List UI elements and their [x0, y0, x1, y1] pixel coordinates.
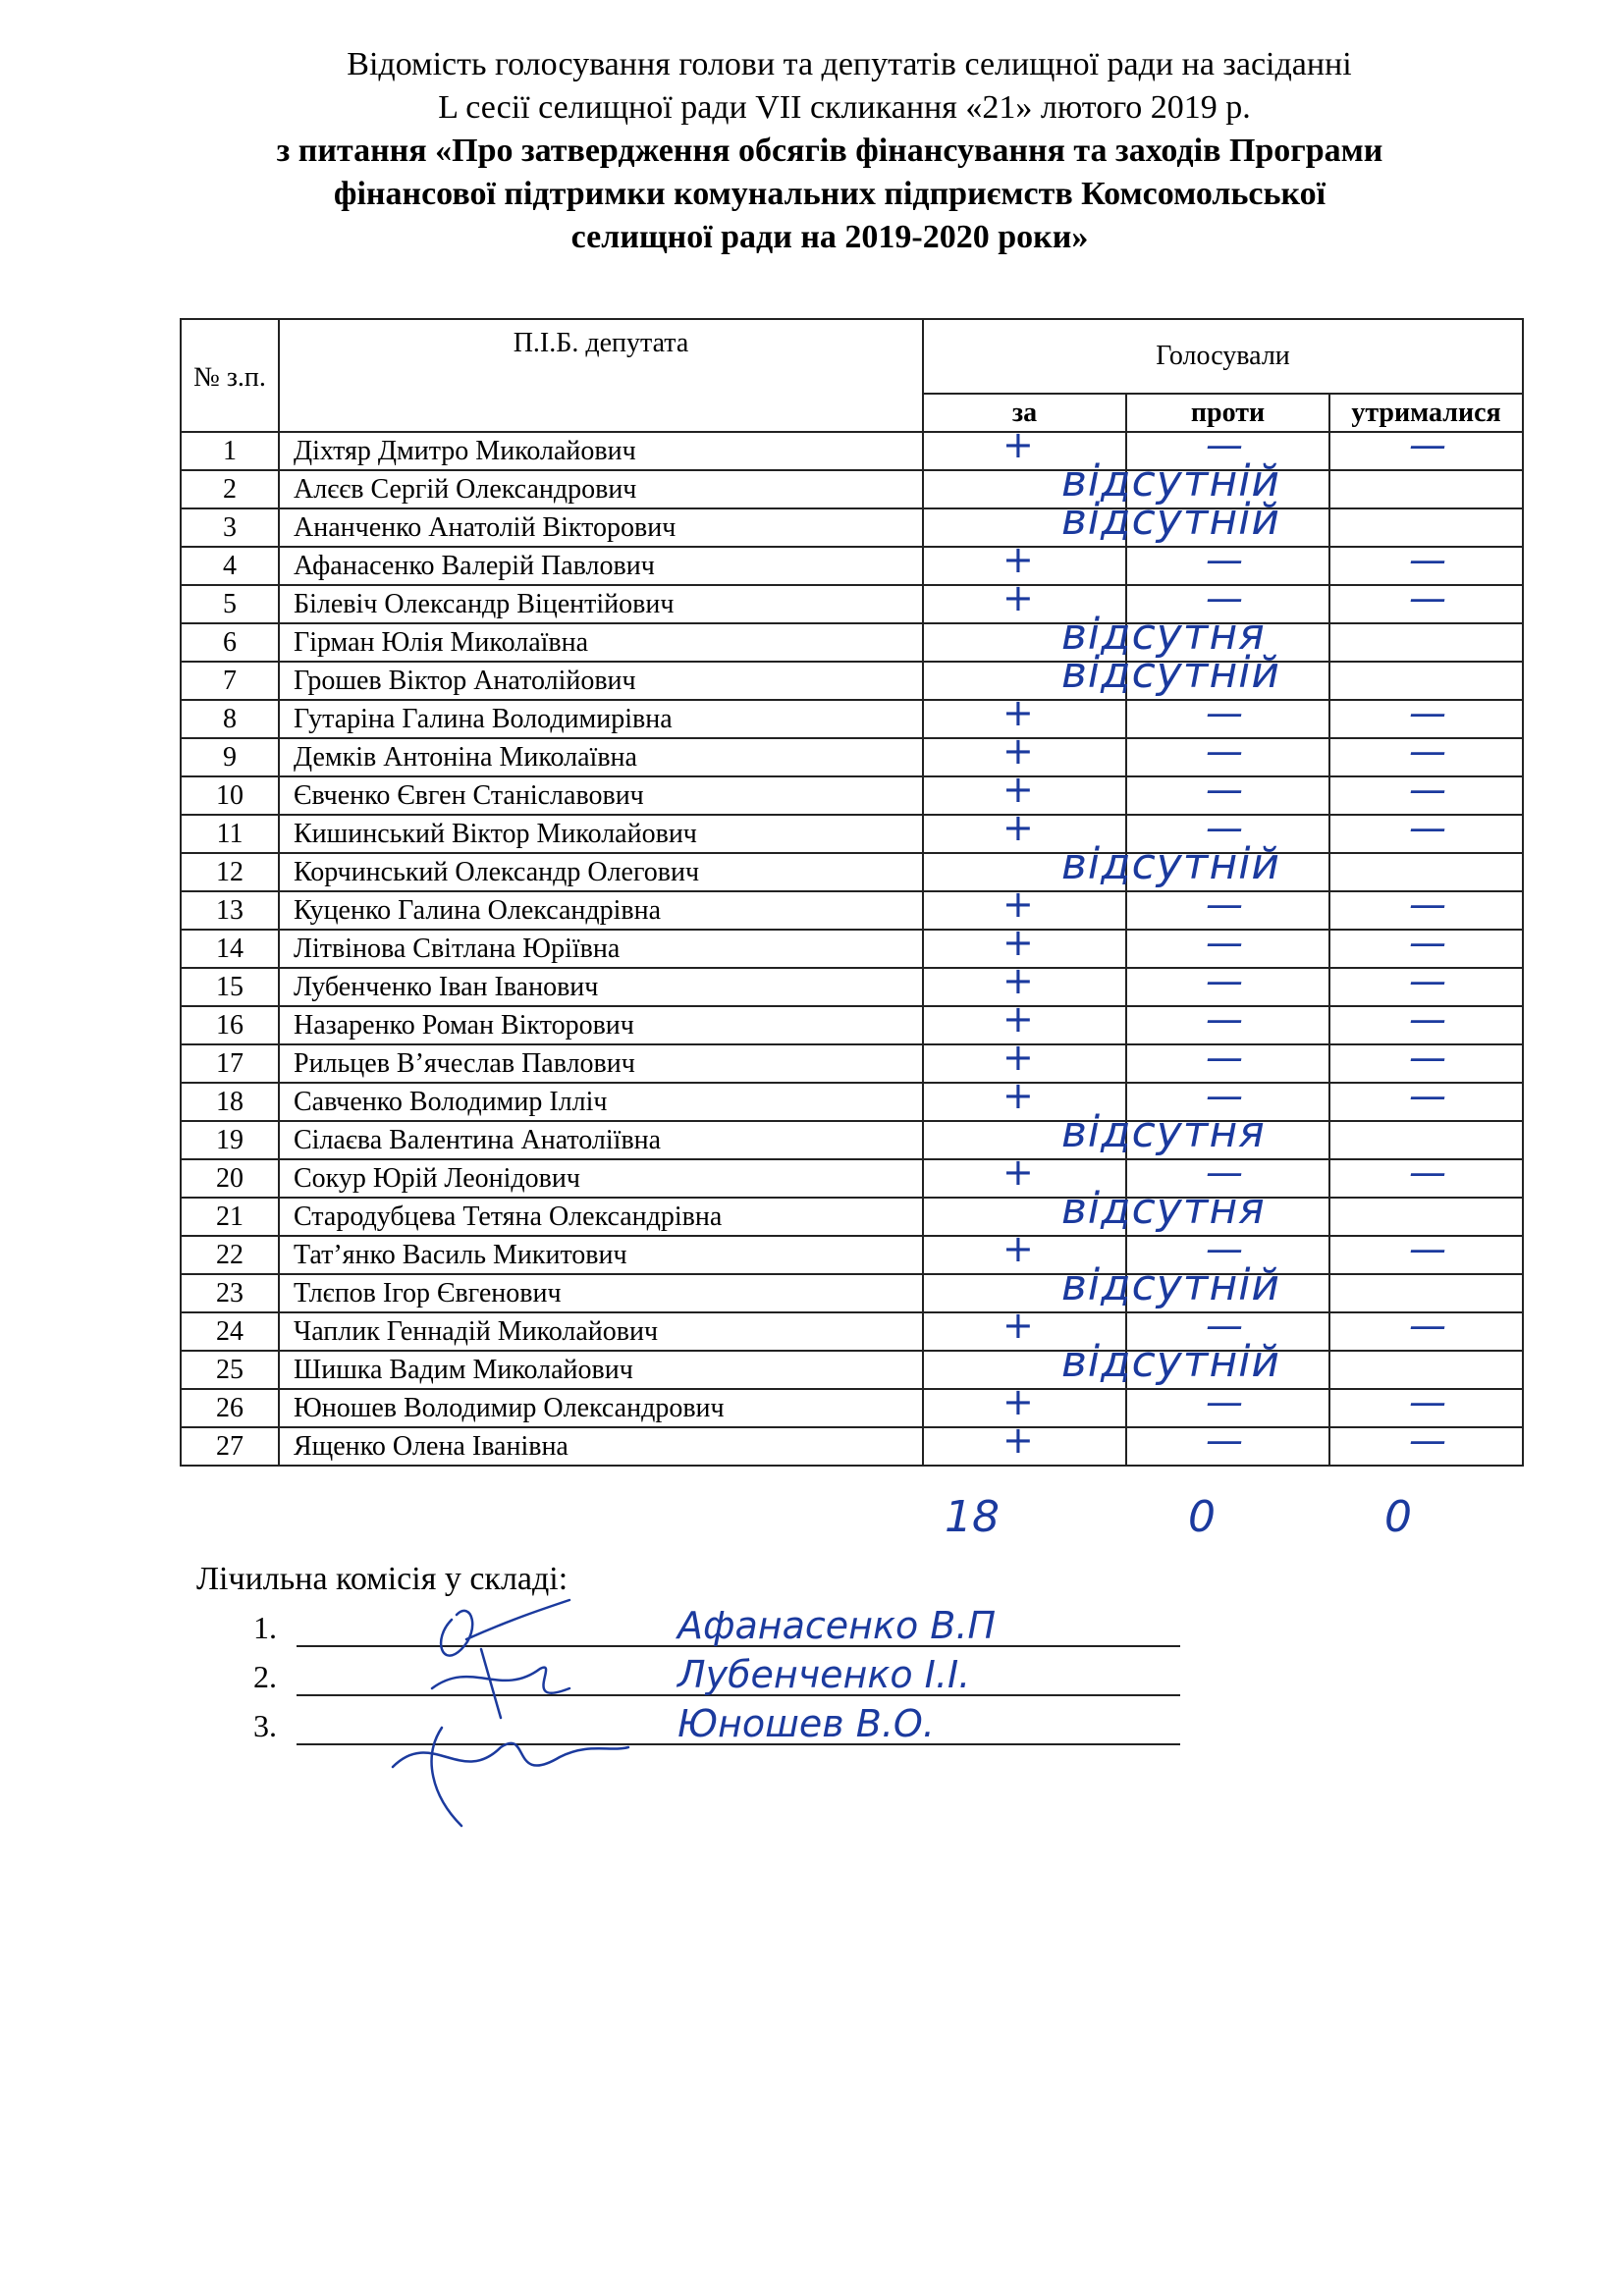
handwritten-za-mark: + — [1002, 1380, 1034, 1423]
voting-table — [180, 318, 1524, 1467]
handwritten-utr-mark: — — [1409, 768, 1446, 811]
table-row — [181, 1121, 1523, 1159]
table-row — [181, 1159, 1523, 1198]
table-row — [181, 1006, 1523, 1044]
deputy-name: Сокур Юрій Леонідович — [279, 1159, 923, 1198]
handwritten-proty-mark: — — [1206, 1227, 1243, 1270]
vote-za — [923, 1304, 1126, 1351]
handwritten-utr-mark: — — [1409, 1418, 1446, 1462]
absent-mark: відсутня — [1061, 1107, 1266, 1157]
handwritten-utr-mark: — — [1409, 1036, 1446, 1079]
handwritten-za-mark: + — [1002, 576, 1034, 619]
row-number: 22 — [181, 1236, 279, 1274]
row-number: 21 — [181, 1198, 279, 1236]
deputy-name: Назаренко Роман Вікторович — [279, 1006, 923, 1044]
member-name: Юношев В.О. — [677, 1702, 935, 1745]
deputy-name: Корчинський Олександр Олегович — [279, 853, 923, 891]
vote-proty — [1126, 623, 1329, 662]
deputy-name: Лубенченко Іван Іванович — [279, 968, 923, 1006]
row-number: 1 — [181, 432, 279, 470]
handwritten-utr-mark: — — [1409, 959, 1446, 1002]
row-number: 5 — [181, 585, 279, 623]
deputy-name: Алєєв Сергій Олександрович — [279, 470, 923, 508]
absent-mark: відсутній — [1061, 456, 1281, 507]
vote-za — [923, 576, 1126, 623]
handwritten-proty-mark: — — [1206, 921, 1243, 964]
deputy-name: Тат’янко Василь Микитович — [279, 1236, 923, 1274]
handwritten-za-mark: + — [1002, 806, 1034, 849]
absent-mark: відсутня — [1061, 1184, 1266, 1234]
vote-totals — [0, 1492, 1624, 1551]
handwritten-proty-mark: — — [1206, 1304, 1243, 1347]
table-row — [181, 508, 1523, 547]
commission-title: Лічильна комісія у складі: — [196, 1561, 568, 1597]
row-number: 23 — [181, 1274, 279, 1312]
member-number: 1. — [253, 1610, 277, 1645]
deputy-name: Євченко Євген Станіславович — [279, 776, 923, 815]
row-number: 8 — [181, 700, 279, 738]
handwritten-za-mark: + — [1002, 538, 1034, 581]
handwritten-utr-mark: — — [1409, 538, 1446, 581]
deputy-name: Афанасенко Валерій Павлович — [279, 547, 923, 585]
row-number: 17 — [181, 1044, 279, 1083]
vote-za — [923, 1227, 1126, 1274]
deputy-name: Сілаєва Валентина Анатоліївна — [279, 1121, 923, 1159]
table-row — [181, 968, 1523, 1006]
deputy-name: Рильцев В’ячеслав Павлович — [279, 1044, 923, 1083]
row-number: 27 — [181, 1427, 279, 1466]
row-number: 11 — [181, 815, 279, 853]
handwritten-za-mark: + — [1002, 729, 1034, 773]
heading-line-1: Відомість голосування голови та депутатів селищної ради на засіданні — [347, 46, 1352, 82]
row-number: 10 — [181, 776, 279, 815]
vote-proty — [1126, 576, 1329, 623]
row-number: 4 — [181, 547, 279, 585]
row-number: 12 — [181, 853, 279, 891]
handwritten-za-mark: + — [1002, 1418, 1034, 1462]
handwritten-proty-mark: — — [1206, 997, 1243, 1041]
row-number: 7 — [181, 662, 279, 700]
handwritten-utr-mark: — — [1409, 423, 1446, 466]
deputy-name: Шишка Вадим Миколайович — [279, 1351, 923, 1389]
table-row — [181, 1389, 1523, 1427]
vote-proty — [1126, 423, 1329, 470]
vote-utr — [1329, 470, 1523, 508]
table-row — [181, 1312, 1523, 1351]
header-voted: Голосували — [923, 319, 1523, 394]
row-number: 2 — [181, 470, 279, 508]
absent-mark: відсутній — [1061, 648, 1281, 698]
document-heading — [177, 43, 1483, 259]
table-row — [181, 432, 1523, 470]
table-row — [181, 815, 1523, 853]
heading-line-5: селищної ради на 2019-2020 роки» — [570, 219, 1089, 255]
header-number: № з.п. — [181, 319, 279, 432]
handwritten-proty-mark: — — [1206, 1036, 1243, 1079]
handwritten-utr-mark: — — [1409, 1150, 1446, 1194]
deputy-name: Ананченко Анатолій Вікторович — [279, 508, 923, 547]
heading-line-4: фінансової підтримки комунальних підприємств Комсомольської — [333, 176, 1326, 212]
deputy-name: Літвінова Світлана Юріївна — [279, 930, 923, 968]
vote-proty — [1126, 806, 1329, 853]
row-number: 3 — [181, 508, 279, 547]
vote-za — [923, 1074, 1126, 1121]
table-row — [181, 1274, 1523, 1312]
vote-za — [923, 456, 1281, 508]
vote-za — [923, 1150, 1126, 1198]
absent-mark: відсутня — [1061, 610, 1266, 660]
handwritten-utr-mark: — — [1409, 729, 1446, 773]
total-proty: 0 — [1188, 1492, 1216, 1542]
deputy-name: Савченко Володимир Ілліч — [279, 1083, 923, 1121]
table-row — [181, 1427, 1523, 1466]
vote-utr — [1329, 1074, 1523, 1121]
handwritten-proty-mark: — — [1206, 768, 1243, 811]
vote-utr — [1329, 1227, 1523, 1274]
handwritten-za-mark: + — [1002, 768, 1034, 811]
row-number: 16 — [181, 1006, 279, 1044]
vote-proty — [1126, 1418, 1329, 1466]
handwritten-za-mark: + — [1002, 1304, 1034, 1347]
header-za: за — [923, 394, 1126, 432]
header-proty: проти — [1126, 394, 1329, 432]
vote-utr — [1329, 806, 1523, 853]
deputy-name: Юношев Володимир Олександрович — [279, 1389, 923, 1427]
deputy-name: Чаплик Геннадій Миколайович — [279, 1312, 923, 1351]
deputy-name: Діхтяр Дмитро Миколайович — [279, 432, 923, 470]
handwritten-proty-mark: — — [1206, 729, 1243, 773]
row-number: 26 — [181, 1389, 279, 1427]
table-row — [181, 1351, 1523, 1389]
vote-utr — [1329, 1304, 1523, 1351]
handwritten-za-mark: + — [1002, 423, 1034, 466]
deputy-name: Гутаріна Галина Володимирівна — [279, 700, 923, 738]
table-row — [181, 891, 1523, 930]
handwritten-utr-mark: — — [1409, 1304, 1446, 1347]
handwritten-proty-mark: — — [1206, 1418, 1243, 1462]
handwritten-utr-mark: — — [1409, 1380, 1446, 1423]
handwritten-proty-mark: — — [1206, 1150, 1243, 1194]
row-number: 15 — [181, 968, 279, 1006]
table-row — [181, 470, 1523, 508]
handwritten-za-mark: + — [1002, 882, 1034, 926]
handwritten-za-mark: + — [1002, 997, 1034, 1041]
vote-utr — [1329, 623, 1523, 662]
vote-proty — [1126, 470, 1329, 508]
handwritten-proty-mark: — — [1206, 538, 1243, 581]
table-row — [181, 547, 1523, 585]
table-row — [181, 1083, 1523, 1121]
vote-proty — [1126, 1074, 1329, 1121]
handwritten-utr-mark: — — [1409, 1074, 1446, 1117]
handwritten-proty-mark: — — [1206, 576, 1243, 619]
table-row — [181, 623, 1523, 662]
row-number: 20 — [181, 1159, 279, 1198]
handwritten-utr-mark: — — [1409, 882, 1446, 926]
row-number: 19 — [181, 1121, 279, 1159]
handwritten-utr-mark: — — [1409, 576, 1446, 619]
table-row — [181, 585, 1523, 623]
table-row — [181, 1198, 1523, 1236]
member-name: Афанасенко В.П — [677, 1604, 997, 1647]
commission-member-1 — [253, 1604, 997, 1647]
commission-member-3 — [253, 1702, 935, 1745]
table-row — [181, 776, 1523, 815]
total-za: 18 — [945, 1492, 1000, 1542]
vote-za — [923, 610, 1266, 662]
handwritten-za-mark: + — [1002, 1074, 1034, 1117]
handwritten-proty-mark: — — [1206, 959, 1243, 1002]
deputy-name: Гірман Юлія Миколаївна — [279, 623, 923, 662]
row-number: 24 — [181, 1312, 279, 1351]
handwritten-proty-mark: — — [1206, 882, 1243, 926]
vote-proty — [1126, 1150, 1329, 1198]
absent-mark: відсутній — [1061, 839, 1281, 889]
total-utr: 0 — [1384, 1492, 1412, 1542]
row-number: 6 — [181, 623, 279, 662]
deputy-name: Демків Антоніна Миколаївна — [279, 738, 923, 776]
handwritten-za-mark: + — [1002, 1036, 1034, 1079]
table-row — [181, 662, 1523, 700]
table-header-row — [181, 319, 1523, 394]
vote-utr — [1329, 1150, 1523, 1198]
vote-proty — [1126, 1227, 1329, 1274]
handwritten-za-mark: + — [1002, 691, 1034, 734]
absent-mark: відсутній — [1061, 1337, 1281, 1387]
row-number: 18 — [181, 1083, 279, 1121]
handwritten-utr-mark: — — [1409, 691, 1446, 734]
deputy-name: Кишинський Віктор Миколайович — [279, 815, 923, 853]
absent-mark: відсутній — [1061, 1260, 1281, 1310]
handwritten-za-mark: + — [1002, 1227, 1034, 1270]
deputy-name: Ященко Олена Іванівна — [279, 1427, 923, 1466]
deputy-name: Білевіч Олександр Віцентійович — [279, 585, 923, 623]
table-row — [181, 738, 1523, 776]
deputy-name: Стародубцева Тетяна Олександрівна — [279, 1198, 923, 1236]
member-number: 2. — [253, 1659, 277, 1694]
handwritten-utr-mark: — — [1409, 997, 1446, 1041]
vote-utr — [1329, 576, 1523, 623]
heading-line-2: L сесії селищної ради VII скликання «21» лютого 2019 р. — [438, 89, 1251, 126]
vote-utr — [1329, 423, 1523, 470]
table-row — [181, 1236, 1523, 1274]
row-number: 14 — [181, 930, 279, 968]
table-row — [181, 930, 1523, 968]
row-number: 9 — [181, 738, 279, 776]
deputy-name: Тлєпов Ігор Євгенович — [279, 1274, 923, 1312]
handwritten-proty-mark: — — [1206, 806, 1243, 849]
handwritten-proty-mark: — — [1206, 1074, 1243, 1117]
vote-za — [923, 423, 1126, 470]
handwritten-proty-mark: — — [1206, 1380, 1243, 1423]
table-row — [181, 1044, 1523, 1083]
deputy-name: Грошев Віктор Анатолійович — [279, 662, 923, 700]
vote-utr — [1329, 1418, 1523, 1466]
handwritten-utr-mark: — — [1409, 1227, 1446, 1270]
header-name: П.І.Б. депутата — [279, 319, 923, 432]
handwritten-za-mark: + — [1002, 959, 1034, 1002]
absent-mark: відсутній — [1061, 495, 1281, 545]
handwritten-utr-mark: — — [1409, 921, 1446, 964]
handwritten-za-mark: + — [1002, 1150, 1034, 1194]
vote-proty — [1126, 1304, 1329, 1351]
header-utr: утрималися — [1329, 394, 1523, 432]
heading-line-3: з питання «Про затвердження обсягів фінансування та заходів Програми — [276, 133, 1383, 169]
deputy-name: Куценко Галина Олександрівна — [279, 891, 923, 930]
table-row — [181, 700, 1523, 738]
row-number: 13 — [181, 891, 279, 930]
handwritten-signatures — [373, 1580, 687, 1836]
handwritten-utr-mark: — — [1409, 806, 1446, 849]
row-number: 25 — [181, 1351, 279, 1389]
vote-za — [923, 806, 1126, 853]
vote-za — [923, 1418, 1126, 1466]
member-name: Лубенченко І.І. — [677, 1653, 971, 1696]
commission-member-2 — [253, 1653, 971, 1696]
handwritten-za-mark: + — [1002, 921, 1034, 964]
table-row — [181, 853, 1523, 891]
member-number: 3. — [253, 1708, 277, 1743]
handwritten-proty-mark: — — [1206, 691, 1243, 734]
handwritten-proty-mark: — — [1206, 423, 1243, 466]
